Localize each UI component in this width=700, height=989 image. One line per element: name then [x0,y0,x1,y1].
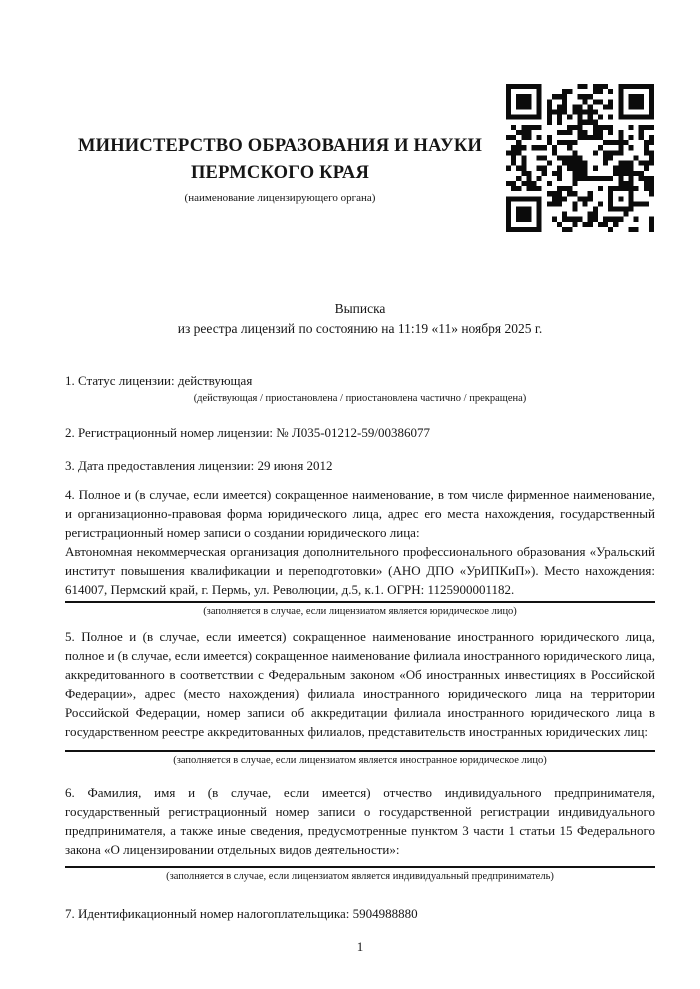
document-title-line2: из реестра лицензий по состоянию на 11:19 «11» ноября 2025 г. [177,321,543,336]
item-1-license-status: 1. Статус лицензии: действующая [65,373,253,388]
item-1-caption: (действующая / приостановлена / приостановлена частично / прекращена) [193,393,527,404]
document-title-line1: Выписка [334,301,386,316]
ministry-name-caption: (наименование лицензирующего органа) [184,192,376,204]
fill-line-foreign-entity [65,750,655,752]
item-4-question: 4. Полное и (в случае, если имеется) сокращенное наименование, в том числе фирменное наименование, и организационно-правовая форма юридического лица, адрес его места нахождения, государственный регистрационный номер записи о создании юридического лица: [65,487,655,540]
item-5-question: 5. Полное и (в случае, если имеется) сокращенное наименование иностранного юридического лица, полное и (в случае, если имеется) сокращенное наименование филиала иностранного юридического лица, аккредитованного в соответствии с Федеральным законом «Об иностранных инвестициях в Российской Федерации», адрес (место нахождения) филиала иностранного юридического лица на территории Российской Федерации, номер записи об аккредитации филиала иностранного юридического лица в государственном реестре аккредитованных филиалов, представительств иностранных юридических лиц: [65,629,655,739]
licensing-authority-header [65,0,495,205]
item-2-registration-number: 2. Регистрационный номер лицензии: № Л035-01212-59/00386077 [65,425,431,440]
fill-line-legal-entity [65,601,655,603]
fill-line-individual-entrepreneur [65,866,655,868]
qr-code-icon [506,84,654,232]
item-7-taxpayer-number: 7. Идентификационный номер налогоплательщика: 5904988880 [65,906,418,921]
ministry-name-line1: МИНИСТЕРСТВО ОБРАЗОВАНИЯ И НАУКИ [77,136,483,156]
item-4-answer: Автономная некоммерческая организация дополнительного профессионального образования «Уральский институт повышения квалификации и переподготовки» (АНО ДПО «УрИПКиП»). Место нахождения: 614007, Пермский край, г. Пермь, ул. Революции, д.5, к.1. ОГРН: 1125900001182. [65,544,655,597]
qr-code-image [506,84,654,232]
item-4-caption: (заполняется в случае, если лицензиатом является юридическое лицо) [203,606,517,617]
item-3-grant-date: 3. Дата предоставления лицензии: 29 июня 2012 [65,458,333,473]
item-5-caption: (заполняется в случае, если лицензиатом является иностранное юридическое лицо) [173,755,547,766]
ministry-name-line2: ПЕРМСКОГО КРАЯ [190,163,370,183]
item-6-caption: (заполняется в случае, если лицензиатом является индивидуальный предприниматель) [166,871,554,882]
document-title [65,299,655,339]
page-number: 1 [356,939,364,954]
item-6-question: 6. Фамилия, имя и (в случае, если имеется) отчество индивидуального предпринимателя, государственный регистрационный номер записи о государственной регистрации индивидуального предпринимателя, а также иные сведения, предусмотренные пунктом 3 части 1 статьи 15 Федерального закона «О лицензировании отдельных видов деятельности»: [65,785,655,857]
